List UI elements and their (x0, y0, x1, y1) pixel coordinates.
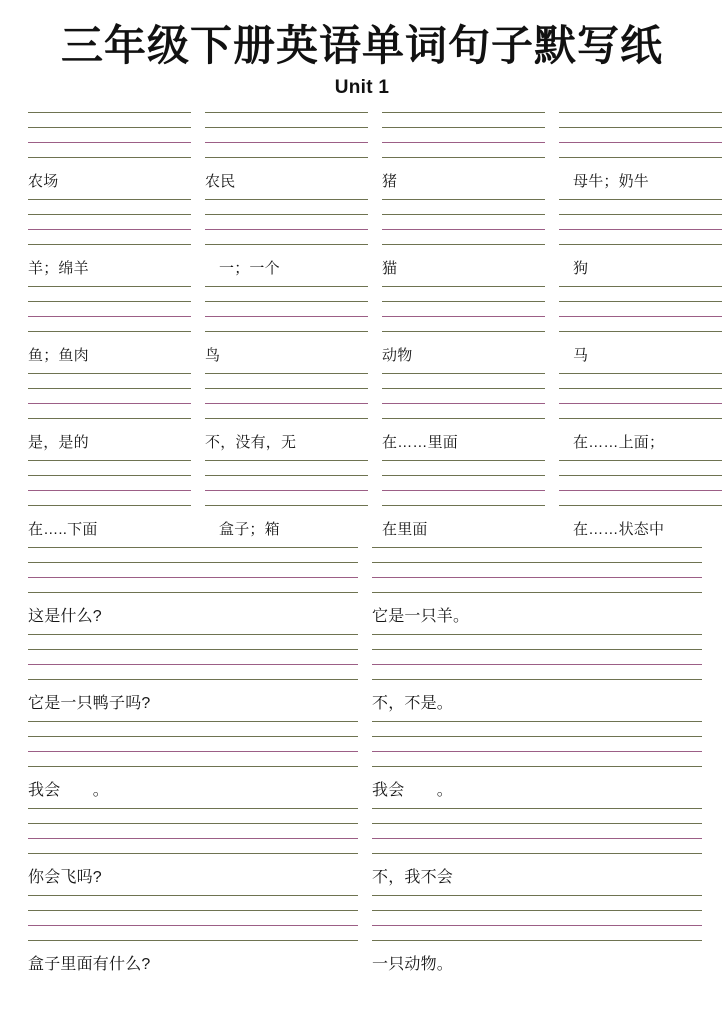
writing-staff (372, 895, 702, 940)
vocabulary-cell[interactable] (382, 460, 545, 547)
vocabulary-prompt: 鸟 (205, 347, 221, 364)
vocabulary-cell[interactable] (559, 112, 722, 199)
writing-staff (559, 286, 722, 331)
staff-line (382, 505, 545, 506)
staff-line (205, 244, 368, 245)
staff-line (372, 634, 702, 635)
vocabulary-cell[interactable] (205, 373, 368, 460)
staff-line (28, 388, 191, 389)
vocabulary-prompt: 猪 (382, 173, 398, 190)
staff-midline (559, 403, 722, 404)
staff-midline (372, 751, 702, 752)
vocabulary-cell[interactable] (205, 112, 368, 199)
staff-line (28, 766, 358, 767)
staff-line (372, 679, 702, 680)
staff-line (28, 547, 358, 548)
sentence-prompt: 它是一只羊。 (372, 608, 470, 625)
staff-line (28, 940, 358, 941)
staff-line (28, 679, 358, 680)
staff-line (28, 286, 191, 287)
staff-line (382, 460, 545, 461)
writing-staff (372, 808, 702, 853)
staff-line (205, 388, 368, 389)
vocabulary-prompt: 母牛；奶牛 (573, 173, 650, 190)
sentence-row (0, 895, 724, 982)
staff-midline (559, 490, 722, 491)
writing-staff (28, 634, 358, 679)
sentence-row (0, 634, 724, 721)
writing-staff (28, 895, 358, 940)
staff-line (559, 112, 722, 113)
vocabulary-prompt: 在……状态中 (573, 521, 665, 538)
staff-line (382, 286, 545, 287)
staff-line (28, 460, 191, 461)
writing-staff (205, 373, 368, 418)
staff-midline (205, 142, 368, 143)
writing-staff (28, 460, 191, 505)
staff-midline (559, 142, 722, 143)
staff-line (559, 331, 722, 332)
vocabulary-prompt: 盒子；箱 (219, 521, 280, 538)
staff-midline (382, 490, 545, 491)
writing-staff (559, 460, 722, 505)
staff-line (382, 475, 545, 476)
sentence-prompt: 它是一只鸭子吗? (28, 695, 151, 712)
staff-midline (205, 403, 368, 404)
row-cells (0, 199, 724, 286)
staff-line (28, 112, 191, 113)
vocabulary-prompt: 羊；绵羊 (28, 260, 89, 277)
sentence-row (0, 721, 724, 808)
vocabulary-row (0, 286, 724, 373)
staff-line (205, 373, 368, 374)
staff-midline (382, 229, 545, 230)
staff-line (382, 127, 545, 128)
writing-staff (28, 373, 191, 418)
staff-line (382, 388, 545, 389)
writing-staff (28, 112, 191, 157)
staff-line (205, 331, 368, 332)
vocabulary-prompt: 农民 (205, 173, 236, 190)
staff-line (372, 766, 702, 767)
vocabulary-cell[interactable] (28, 373, 191, 460)
sentence-cell[interactable] (372, 808, 702, 895)
sentence-prompt: 盒子里面有什么? (28, 956, 151, 973)
staff-line (205, 286, 368, 287)
vocabulary-prompt: 不，没有，无 (205, 434, 297, 451)
writing-staff (28, 286, 191, 331)
sentence-prompt: 我会 。 (28, 782, 110, 799)
sentence-cell[interactable] (28, 895, 358, 982)
sentence-prompt: 我会 。 (372, 782, 454, 799)
writing-staff (559, 373, 722, 418)
staff-line (28, 373, 191, 374)
writing-staff (382, 460, 545, 505)
staff-line (205, 475, 368, 476)
vocabulary-row (0, 199, 724, 286)
vocabulary-cell[interactable] (28, 112, 191, 199)
vocabulary-cell[interactable] (559, 286, 722, 373)
staff-line (372, 547, 702, 548)
row-cells (0, 112, 724, 199)
vocabulary-cell[interactable] (382, 112, 545, 199)
staff-line (372, 592, 702, 593)
staff-line (372, 562, 702, 563)
staff-midline (382, 316, 545, 317)
sentence-row (0, 547, 724, 634)
staff-line (382, 199, 545, 200)
vocabulary-prompt: 一；一个 (219, 260, 280, 277)
writing-staff (372, 634, 702, 679)
vocabulary-row (0, 112, 724, 199)
staff-midline (28, 838, 358, 839)
staff-line (28, 592, 358, 593)
staff-midline (382, 403, 545, 404)
row-cells (0, 547, 724, 634)
staff-line (205, 505, 368, 506)
staff-line (559, 214, 722, 215)
writing-staff (372, 547, 702, 592)
staff-line (28, 910, 358, 911)
staff-line (28, 127, 191, 128)
staff-line (372, 853, 702, 854)
staff-midline (28, 751, 358, 752)
writing-staff (372, 721, 702, 766)
staff-line (372, 910, 702, 911)
staff-midline (28, 229, 191, 230)
vocabulary-cell[interactable] (382, 286, 545, 373)
worksheet-body (0, 112, 724, 982)
staff-line (205, 460, 368, 461)
vocabulary-cell[interactable] (205, 199, 368, 286)
row-cells (0, 721, 724, 808)
vocabulary-cell[interactable] (382, 373, 545, 460)
staff-line (205, 199, 368, 200)
vocabulary-cell[interactable] (205, 286, 368, 373)
staff-midline (28, 316, 191, 317)
staff-midline (28, 664, 358, 665)
staff-line (382, 331, 545, 332)
staff-line (559, 373, 722, 374)
vocabulary-prompt: 是，是的 (28, 434, 89, 451)
staff-line (559, 127, 722, 128)
vocabulary-cell[interactable] (205, 460, 368, 547)
staff-line (382, 301, 545, 302)
staff-midline (372, 664, 702, 665)
writing-staff (382, 286, 545, 331)
vocabulary-cell[interactable] (28, 460, 191, 547)
vocabulary-prompt: 在里面 (382, 521, 428, 538)
vocabulary-prompt: 猫 (382, 260, 398, 277)
vocabulary-prompt: 农场 (28, 173, 59, 190)
staff-line (559, 418, 722, 419)
sentence-cell[interactable] (28, 547, 358, 634)
staff-line (559, 157, 722, 158)
row-cells (0, 460, 724, 547)
page-title: 三年级下册英语单词句子默写纸 (60, 24, 663, 70)
staff-line (28, 418, 191, 419)
staff-line (28, 244, 191, 245)
row-cells (0, 808, 724, 895)
staff-line (205, 301, 368, 302)
staff-line (559, 475, 722, 476)
staff-line (382, 244, 545, 245)
sentence-cell[interactable] (28, 721, 358, 808)
staff-line (372, 940, 702, 941)
vocabulary-prompt: 狗 (573, 260, 589, 277)
row-cells (0, 895, 724, 982)
row-cells (0, 373, 724, 460)
writing-staff (28, 721, 358, 766)
staff-midline (372, 925, 702, 926)
staff-line (28, 157, 191, 158)
staff-line (559, 388, 722, 389)
writing-staff (205, 112, 368, 157)
vocabulary-cell[interactable] (28, 286, 191, 373)
staff-line (28, 808, 358, 809)
writing-staff (28, 199, 191, 244)
sentence-cell[interactable] (372, 634, 702, 721)
staff-line (28, 562, 358, 563)
row-cells (0, 286, 724, 373)
writing-staff (205, 460, 368, 505)
staff-midline (205, 316, 368, 317)
staff-line (382, 214, 545, 215)
sentence-prompt: 一只动物。 (372, 956, 454, 973)
staff-midline (28, 490, 191, 491)
sentence-prompt: 不，不是。 (372, 695, 454, 712)
vocabulary-cell[interactable] (559, 460, 722, 547)
staff-midline (28, 142, 191, 143)
writing-staff (28, 808, 358, 853)
staff-line (382, 157, 545, 158)
unit-subtitle: Unit 1 (334, 77, 390, 99)
vocabulary-prompt: 马 (573, 347, 589, 364)
vocabulary-cell[interactable] (559, 373, 722, 460)
staff-midline (28, 403, 191, 404)
staff-line (28, 853, 358, 854)
vocabulary-cell[interactable] (28, 199, 191, 286)
vocabulary-prompt: 在……里面 (382, 434, 459, 451)
staff-line (28, 721, 358, 722)
vocabulary-cell[interactable] (559, 199, 722, 286)
staff-line (372, 649, 702, 650)
sentence-row (0, 808, 724, 895)
vocabulary-prompt: 动物 (382, 347, 413, 364)
staff-midline (559, 316, 722, 317)
staff-line (28, 649, 358, 650)
row-cells (0, 634, 724, 721)
staff-line (559, 199, 722, 200)
vocabulary-prompt: 在……上面； (573, 434, 665, 451)
staff-line (28, 331, 191, 332)
worksheet-header (0, 0, 724, 99)
staff-line (372, 895, 702, 896)
writing-staff (205, 286, 368, 331)
staff-midline (382, 142, 545, 143)
sentence-cell[interactable] (372, 547, 702, 634)
staff-line (559, 244, 722, 245)
vocabulary-row (0, 460, 724, 547)
staff-midline (28, 577, 358, 578)
writing-staff (382, 199, 545, 244)
staff-line (28, 214, 191, 215)
writing-staff (382, 112, 545, 157)
staff-line (372, 736, 702, 737)
writing-staff (382, 373, 545, 418)
sentence-cell[interactable] (28, 634, 358, 721)
vocabulary-cell[interactable] (382, 199, 545, 286)
staff-line (372, 721, 702, 722)
staff-midline (559, 229, 722, 230)
staff-midline (28, 925, 358, 926)
staff-line (28, 634, 358, 635)
staff-line (372, 808, 702, 809)
sentence-prompt: 这是什么? (28, 608, 102, 625)
writing-staff (205, 199, 368, 244)
sentence-cell[interactable] (372, 895, 702, 982)
staff-midline (372, 577, 702, 578)
staff-line (205, 418, 368, 419)
vocabulary-prompt: 鱼；鱼肉 (28, 347, 89, 364)
staff-line (382, 418, 545, 419)
staff-line (559, 505, 722, 506)
staff-line (382, 373, 545, 374)
staff-line (28, 505, 191, 506)
writing-staff (559, 199, 722, 244)
staff-line (28, 736, 358, 737)
staff-line (28, 199, 191, 200)
sentence-prompt: 不，我不会 (372, 869, 454, 886)
staff-midline (205, 490, 368, 491)
staff-line (28, 895, 358, 896)
staff-line (28, 823, 358, 824)
writing-staff (559, 112, 722, 157)
staff-line (559, 286, 722, 287)
staff-line (559, 460, 722, 461)
staff-midline (205, 229, 368, 230)
staff-line (28, 475, 191, 476)
staff-line (205, 157, 368, 158)
vocabulary-row (0, 373, 724, 460)
sentence-cell[interactable] (372, 721, 702, 808)
vocabulary-prompt: 在…..下面 (28, 521, 98, 538)
staff-midline (372, 838, 702, 839)
staff-line (205, 214, 368, 215)
staff-line (372, 823, 702, 824)
writing-staff (28, 547, 358, 592)
sentence-cell[interactable] (28, 808, 358, 895)
staff-line (205, 112, 368, 113)
staff-line (559, 301, 722, 302)
staff-line (382, 112, 545, 113)
staff-line (205, 127, 368, 128)
sentence-prompt: 你会飞吗? (28, 869, 102, 886)
staff-line (28, 301, 191, 302)
